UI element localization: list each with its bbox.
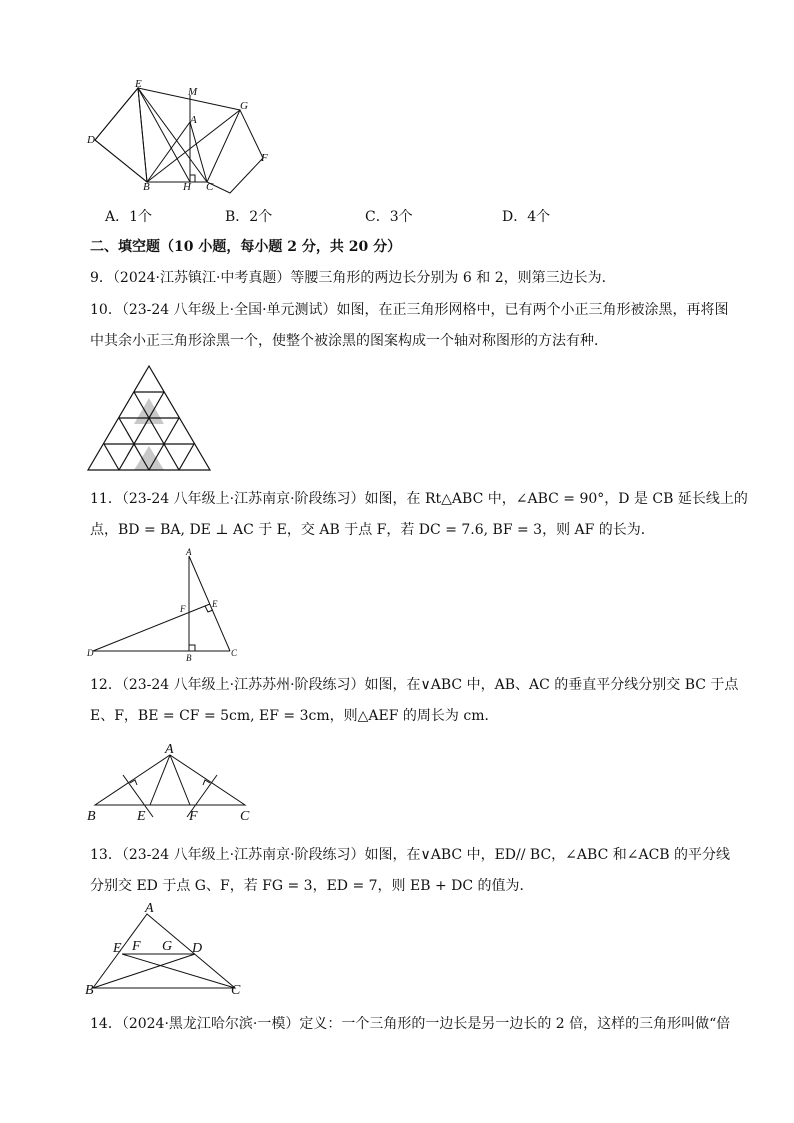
q12-line2: E、F，BE = CF = 5cm, EF = 3cm，则△AEF 的周长为 cm． [90,708,499,724]
label-E: E [212,599,218,609]
label-A: A [165,742,174,757]
label-G: G [162,939,173,954]
label-G: G [240,100,248,112]
label-E: E [135,78,142,90]
label-A: A [145,901,154,916]
q8-figure [85,75,280,195]
label-B: B [143,181,150,193]
q13-line2: 分别交 ED 于点 G、F，若 FG = 3，ED = 7，则 EB + DC 的值为． [90,878,534,894]
label-C: C [231,983,241,998]
option-b[interactable]: B．2个 [225,209,273,225]
label-F: F [189,809,198,824]
q11-line2: 点，BD = BA, DE ⊥ AC 于 E，交 AB 于点 F，若 DC = 7.6, BF = 3，则 AF 的长为． [90,522,655,538]
shaded-triangle-2 [134,446,164,470]
q10-triangle-grid [86,364,212,472]
label-B: B [87,809,96,824]
label-B: B [85,983,94,998]
label-D: D [192,941,203,956]
label-C: C [240,809,250,824]
q10-line1: 10．（23-24 八年级上·全国·单元测试）如图，在正三角形网格中，已有两个小正三角形被涂黑，再将图 [90,302,729,318]
label-M: M [188,86,198,98]
option-a[interactable]: A．1个 [105,209,153,225]
section-title: 二、填空题（10 小题，每小题 2 分，共 20 分） [90,239,402,255]
label-F: F [132,939,141,954]
label-F: F [261,152,268,164]
option-c[interactable]: C．3个 [365,209,413,225]
q10-line2: 中其余小正三角形涂黑一个，使整个被涂黑的图案构成一个轴对称图形的方法有种． [90,333,608,349]
label-F: F [180,604,186,614]
label-D: D [87,648,94,658]
q11-line1: 11．（23-24 八年级上·江苏南京·阶段练习）如图，在 Rt△ABC 中，∠ABC = 90°，D 是 CB 延长线上的 [90,491,748,507]
label-H: H [183,181,191,193]
q14-line1: 14．（2024·黑龙江哈尔滨·一模）定义：一个三角形的一边长是另一边长的 2 倍，这样的三角形叫做“倍 [90,1016,731,1032]
label-A: A [190,114,197,126]
q13-line1: 13．（23-24 八年级上·江苏南京·阶段练习）如图，在∨ABC 中，ED// BC，∠ABC 和∠ACB 的平分线 [90,847,731,863]
q11-figure [85,546,245,666]
q9-text: 9．（2024·江苏镇江·中考真题）等腰三角形的两边长分别为 6 和 2，则第三边长为． [90,270,616,286]
label-D: D [87,134,95,146]
label-E: E [113,941,122,956]
label-C: C [206,181,214,193]
label-C: C [231,648,238,658]
shaded-triangle-1 [134,398,164,424]
q13-figure [85,898,255,998]
label-E: E [137,809,146,824]
option-d[interactable]: D．4个 [502,209,551,225]
q8-square-right [207,110,263,193]
label-B: B [186,653,192,663]
q12-figure [85,735,255,825]
q12-line1: 12．（23-24 八年级上·江苏苏州·阶段练习）如图，在∨ABC 中，AB、AC 的垂直平分线分别交 BC 于点 [90,677,739,693]
label-A: A [186,547,192,557]
